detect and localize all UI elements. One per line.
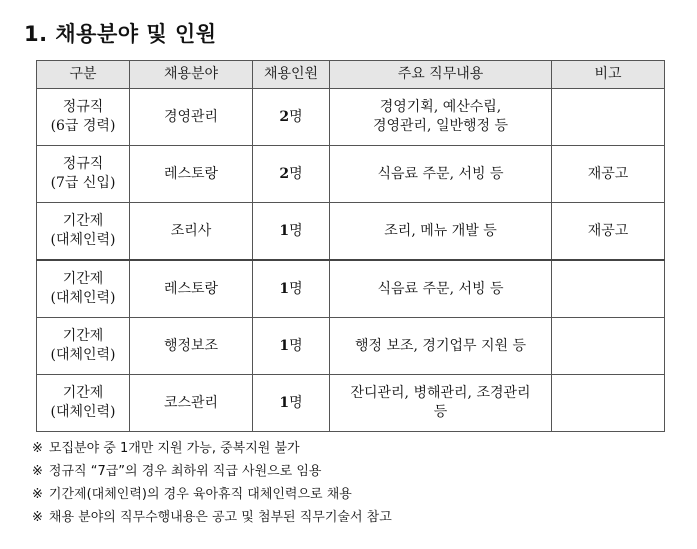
reference-mark: ※ bbox=[32, 464, 43, 479]
count-unit: 명 bbox=[289, 394, 303, 411]
table-row bbox=[37, 375, 665, 432]
field-cell: 코스관리 bbox=[130, 375, 253, 432]
field-cell: 조리사 bbox=[130, 203, 253, 261]
count-unit: 명 bbox=[289, 280, 303, 297]
note-cell bbox=[552, 318, 665, 375]
duties-line: 식음료 주문, 서빙 등 bbox=[377, 165, 504, 182]
duties-line: 경영관리, 일반행정 등 bbox=[372, 118, 509, 134]
field-cell: 레스토랑 bbox=[130, 146, 253, 203]
count-unit: 명 bbox=[289, 108, 303, 125]
reference-mark: ※ bbox=[32, 510, 43, 525]
note-item bbox=[32, 506, 392, 529]
count-cell bbox=[253, 375, 330, 432]
count-unit: 명 bbox=[289, 165, 303, 182]
category-detail: (6급 경력) bbox=[50, 118, 116, 134]
duties-line: 잔디관리, 병해관리, 조경관리 bbox=[350, 385, 531, 401]
category-type: 정규직 bbox=[62, 99, 104, 115]
count-cell bbox=[253, 203, 330, 261]
note-cell bbox=[552, 89, 665, 146]
header-field: 채용분야 bbox=[130, 61, 253, 89]
category-detail: (대체인력) bbox=[50, 347, 116, 363]
category-cell bbox=[37, 89, 130, 146]
table-row bbox=[37, 318, 665, 375]
count-number: 2 bbox=[279, 165, 290, 182]
field-cell: 행정보조 bbox=[130, 318, 253, 375]
reference-mark: ※ bbox=[32, 487, 43, 502]
note-item bbox=[32, 483, 392, 506]
note-cell: 재공고 bbox=[552, 146, 665, 203]
duties-cell bbox=[330, 318, 552, 375]
count-cell bbox=[253, 318, 330, 375]
category-cell bbox=[37, 375, 130, 432]
category-type: 기간제 bbox=[62, 271, 104, 287]
header-count: 채용인원 bbox=[253, 61, 330, 89]
count-cell bbox=[253, 89, 330, 146]
note-item bbox=[32, 460, 392, 483]
table-row bbox=[37, 203, 665, 261]
count-cell bbox=[253, 146, 330, 203]
category-type: 정규직 bbox=[62, 156, 104, 172]
category-cell bbox=[37, 318, 130, 375]
duties-cell bbox=[330, 89, 552, 146]
field-cell: 레스토랑 bbox=[130, 260, 253, 318]
header-note: 비고 bbox=[552, 61, 665, 89]
category-type: 기간제 bbox=[62, 328, 104, 344]
category-cell bbox=[37, 146, 130, 203]
category-type: 기간제 bbox=[62, 213, 104, 229]
duties-line: 등 bbox=[433, 404, 448, 420]
note-text: 채용 분야의 직무수행내용은 공고 및 첨부된 직무기술서 참고 bbox=[48, 510, 392, 525]
note-item bbox=[32, 437, 392, 460]
table-row bbox=[37, 89, 665, 146]
duties-line: 조리, 메뉴 개발 등 bbox=[384, 222, 497, 239]
note-text: 정규직 “7급”의 경우 최하위 직급 사원으로 임용 bbox=[48, 464, 322, 479]
reference-mark: ※ bbox=[32, 441, 43, 456]
category-detail: (7급 신입) bbox=[50, 175, 116, 191]
table-header-row bbox=[37, 61, 665, 89]
note-text: 모집분야 중 1개만 지원 가능, 중복지원 불가 bbox=[48, 441, 300, 456]
duties-line: 경영기획, 예산수립, bbox=[379, 99, 502, 115]
duties-cell bbox=[330, 146, 552, 203]
note-cell bbox=[552, 260, 665, 318]
count-number: 1 bbox=[279, 222, 290, 239]
header-duties: 주요 직무내용 bbox=[330, 61, 552, 89]
duties-line: 식음료 주문, 서빙 등 bbox=[377, 280, 504, 297]
note-cell: 재공고 bbox=[552, 203, 665, 261]
page-title: 1. 채용분야 및 인원 bbox=[24, 22, 217, 46]
duties-cell bbox=[330, 260, 552, 318]
table-row bbox=[37, 146, 665, 203]
count-unit: 명 bbox=[289, 222, 303, 239]
table-row bbox=[37, 260, 665, 318]
category-detail: (대체인력) bbox=[50, 232, 116, 248]
note-cell bbox=[552, 375, 665, 432]
count-unit: 명 bbox=[289, 337, 303, 354]
duties-cell bbox=[330, 375, 552, 432]
count-number: 1 bbox=[279, 280, 290, 297]
note-text: 기간제(대체인력)의 경우 육아휴직 대체인력으로 채용 bbox=[48, 487, 352, 502]
notes-list bbox=[32, 437, 392, 529]
header-category: 구분 bbox=[37, 61, 130, 89]
category-cell bbox=[37, 203, 130, 261]
count-cell bbox=[253, 260, 330, 318]
field-cell: 경영관리 bbox=[130, 89, 253, 146]
category-detail: (대체인력) bbox=[50, 404, 116, 420]
count-number: 1 bbox=[279, 394, 290, 411]
duties-cell bbox=[330, 203, 552, 261]
count-number: 2 bbox=[279, 108, 290, 125]
category-cell bbox=[37, 260, 130, 318]
duties-line: 행정 보조, 경기업무 지원 등 bbox=[354, 337, 526, 354]
category-detail: (대체인력) bbox=[50, 290, 116, 306]
recruitment-table bbox=[36, 60, 665, 432]
count-number: 1 bbox=[279, 337, 290, 354]
category-type: 기간제 bbox=[62, 385, 104, 401]
